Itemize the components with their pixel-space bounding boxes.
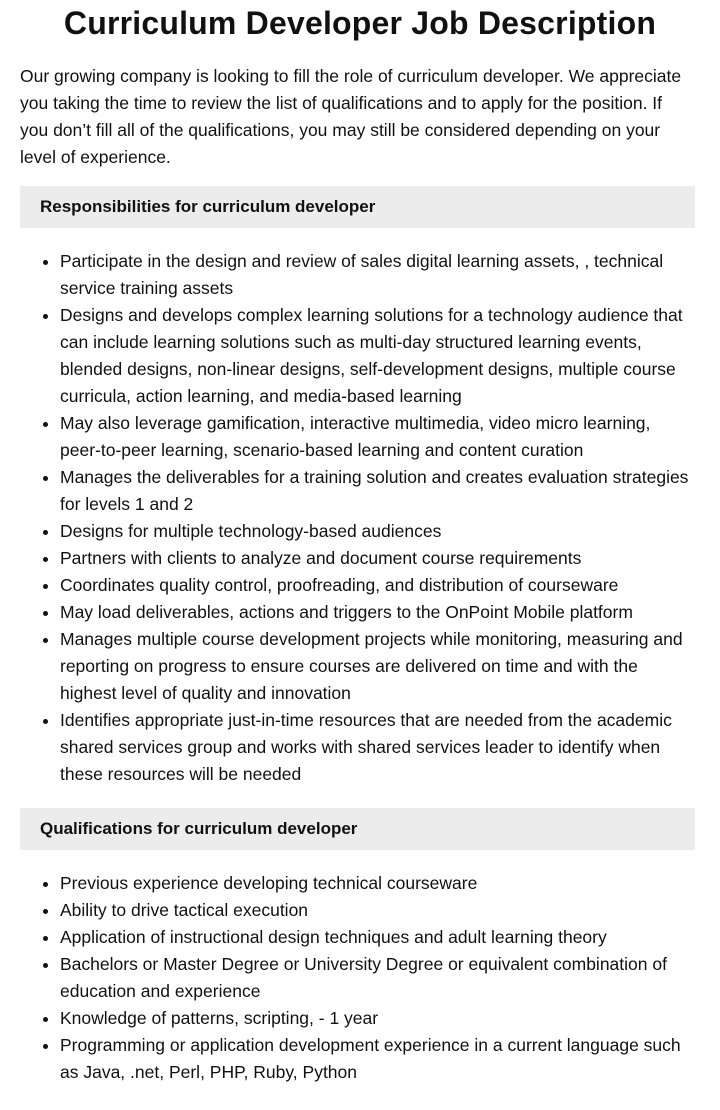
list-item: • Coordinates quality control, proofreading, and distribution of courseware bbox=[60, 572, 695, 599]
list-item: • May load deliverables, actions and triggers to the OnPoint Mobile platform bbox=[60, 599, 695, 626]
list-item: • Identifies appropriate just-in-time resources that are needed from the academic shared services group and works with shared services leader to identify when these resources will be needed bbox=[60, 707, 695, 788]
list-item: • Participate in the design and review of sales digital learning assets, , technical service training assets bbox=[60, 248, 695, 302]
page-title: Curriculum Developer Job Description bbox=[63, 5, 657, 41]
responsibilities-heading: Responsibilities for curriculum developer bbox=[20, 186, 695, 228]
list-item: • Designs and develops complex learning solutions for a technology audience that can include learning solutions such as multi-day structured learning events, blended designs, non-linear designs, self-development designs, multiple course curricula, action learning, and media-based learning bbox=[60, 302, 695, 410]
list-item: • Manages multiple course development projects while monitoring, measuring and reporting on progress to ensure courses are delivered on time and with the highest level of quality and innovation bbox=[60, 626, 695, 707]
list-item: • Previous experience developing technical courseware bbox=[60, 870, 695, 897]
responsibilities-list bbox=[20, 248, 695, 788]
list-item: • Programming or application development experience in a current language such as Java, .net, Perl, PHP, Ruby, Python bbox=[60, 1032, 695, 1086]
list-item: • Bachelors or Master Degree or University Degree or equivalent combination of education and experience bbox=[60, 951, 695, 1005]
qualifications-heading: Qualifications for curriculum developer bbox=[20, 808, 695, 850]
list-item: • Application of instructional design techniques and adult learning theory bbox=[60, 924, 695, 951]
qualifications-list bbox=[20, 870, 695, 1086]
list-item: • Knowledge of patterns, scripting, - 1 year bbox=[60, 1005, 695, 1032]
list-item: • Ability to drive tactical execution bbox=[60, 897, 695, 924]
list-item: • Partners with clients to analyze and document course requirements bbox=[60, 545, 695, 572]
list-item: • Manages the deliverables for a training solution and creates evaluation strategies for levels 1 and 2 bbox=[60, 464, 695, 518]
list-item: • Designs for multiple technology-based audiences bbox=[60, 518, 695, 545]
intro-paragraph: Our growing company is looking to fill the role of curriculum developer. We appreciate you taking the time to review the list of qualifications and to apply for the position. If you don’t fill all of the qualifications, you may still be considered depending on your level of experience. bbox=[20, 66, 682, 167]
list-item: • May also leverage gamification, interactive multimedia, video micro learning, peer-to-peer learning, scenario-based learning and content curation bbox=[60, 410, 695, 464]
